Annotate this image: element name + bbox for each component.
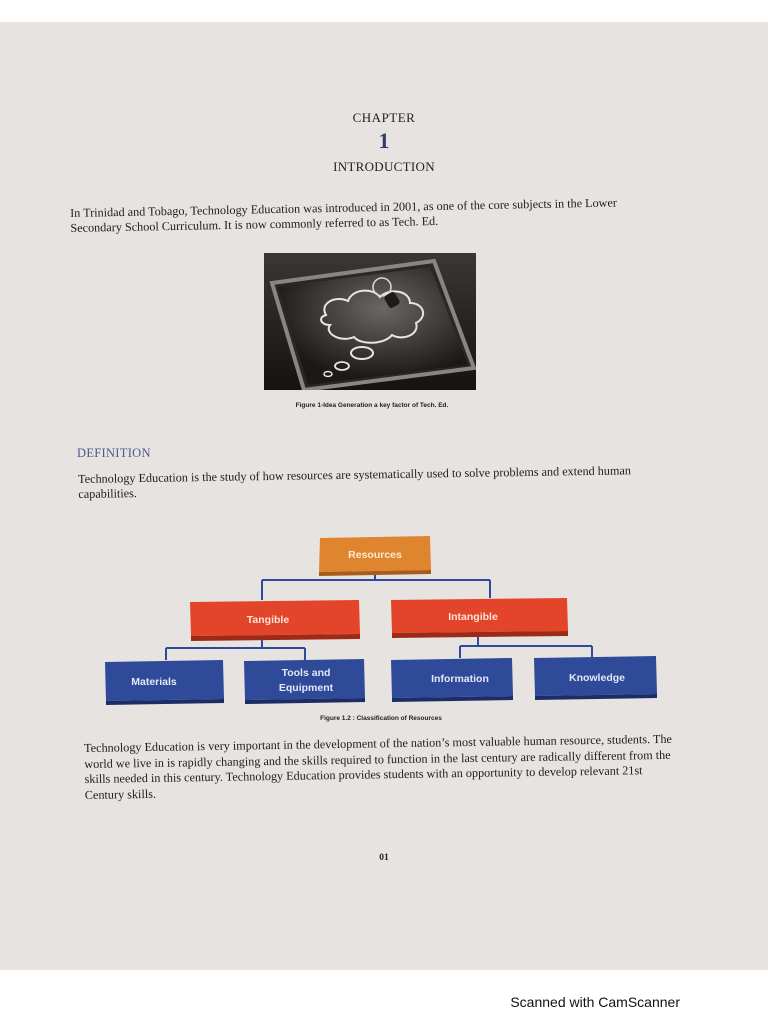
resources-classification-diagram — [100, 530, 670, 710]
node-tangible — [190, 600, 360, 641]
node-information — [391, 658, 513, 702]
figure1-caption: Figure 1-Idea Generation a key factor of Tech. Ed. — [295, 402, 449, 409]
node-tools-label-line2: Equipment — [278, 682, 334, 694]
idea-generation-photo — [264, 253, 476, 390]
node-intangible — [391, 598, 568, 638]
intro-paragraph: In Trinidad and Tobago, Technology Education was introduced in 2001, as one of the core subjects in the Lower Secondary School Curriculum. It is now commonly referred to as Tech. Ed. — [70, 195, 618, 235]
figure2-caption: Figure 1.2 : Classification of Resources — [320, 715, 442, 722]
definition-paragraph: Technology Education is the study of how resources are systematically used to solve problems and extend human capabilities. — [78, 463, 632, 501]
node-resources — [319, 536, 431, 576]
node-tangible-label: Tangible — [246, 614, 290, 626]
chapter-number: 1 — [378, 128, 390, 153]
page-number: 01 — [379, 853, 389, 863]
definition-heading: DEFINITION — [77, 446, 151, 460]
node-materials-label: Materials — [131, 676, 177, 688]
node-knowledge-label: Knowledge — [568, 672, 626, 684]
node-tools-equipment — [244, 659, 365, 704]
node-materials — [105, 660, 224, 705]
node-information-label: Information — [431, 673, 489, 685]
chapter-title: INTRODUCTION — [333, 159, 435, 174]
chapter-label: CHAPTER — [352, 110, 416, 125]
closing-paragraph: Technology Education is very important in the development of the nation’s most valuable human resource, students. The world we live in is rapidly changing and the skills required to function in the last century are radically different from the skills needed in this century. Technology Education provides students with an opportunity to develop relevant 21st Century skills. — [84, 731, 672, 802]
camscanner-watermark: Scanned with CamScanner — [510, 994, 680, 1010]
node-knowledge — [534, 656, 657, 700]
scanned-page — [0, 22, 768, 970]
node-resources-label: Resources — [348, 549, 402, 561]
node-intangible-label: Intangible — [448, 611, 498, 623]
node-tools-label-line1: Tools and — [281, 667, 331, 679]
